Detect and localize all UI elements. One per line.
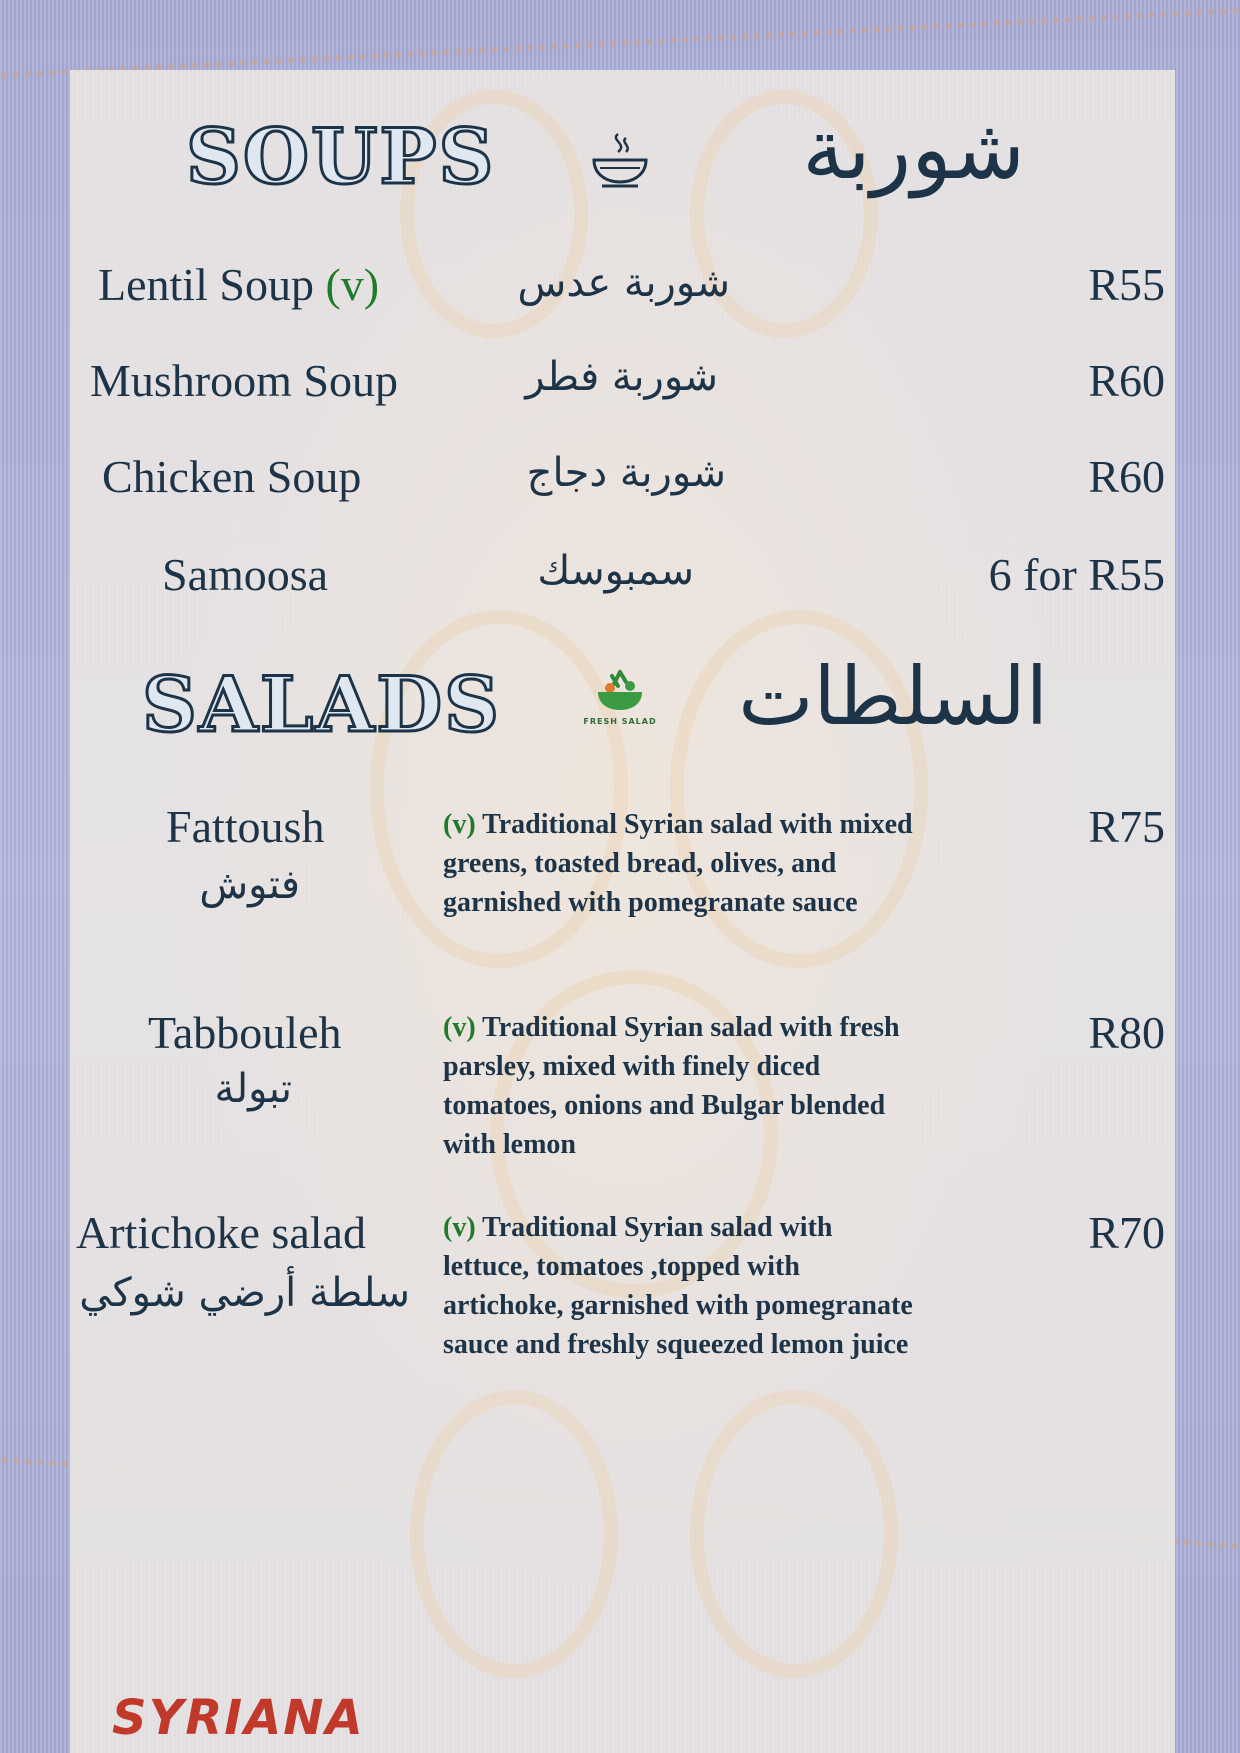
vegetarian-marker: (v) — [443, 809, 476, 840]
salad-bowl-icon — [580, 668, 660, 726]
soup-price: R60 — [1088, 451, 1165, 502]
soup-price: R55 — [1088, 259, 1165, 310]
soup-name-arabic: شوربة دجاج — [526, 450, 726, 496]
soup-name-arabic: شوربة فطر — [525, 354, 718, 400]
salad-price: R75 — [1088, 801, 1165, 852]
salad-description: (v) Traditional Syrian salad with mixed greens, toasted bread, olives, and garnished with pomegranate sauce — [443, 809, 913, 918]
salads-heading-arabic: السلطات — [738, 650, 1048, 743]
soup-name: Samoosa — [162, 549, 329, 600]
salad-name: Artichoke salad — [76, 1207, 366, 1258]
soup-price: R60 — [1088, 355, 1165, 406]
soup-name-arabic: سمبوسك — [537, 548, 694, 594]
soup-name: Lentil Soup (v) — [98, 259, 380, 310]
soup-name-arabic: شوربة عدس — [517, 260, 730, 306]
salads-heading: SALADS — [142, 660, 502, 749]
soup-name: Mushroom Soup — [90, 355, 398, 406]
vegetarian-marker: (v) — [443, 1212, 476, 1243]
salad-name-arabic: فتوش — [199, 862, 300, 908]
soup-name: Chicken Soup — [102, 451, 362, 502]
salad-name-arabic: تبولة — [214, 1066, 292, 1112]
soups-heading: SOUPS — [186, 112, 496, 201]
soups-heading-arabic: شوربة — [802, 100, 1025, 198]
soup-price: 6 for R55 — [988, 549, 1165, 600]
salad-name: Tabbouleh — [148, 1007, 342, 1058]
brand-logo: SYRIANA — [112, 1690, 365, 1746]
vegetarian-marker: (v) — [325, 259, 380, 310]
soup-bowl-icon — [588, 130, 652, 195]
salad-icon-caption: FRESH SALAD — [583, 717, 657, 726]
salad-name: Fattoush — [166, 801, 325, 852]
salad-description: (v) Traditional Syrian salad with lettuce, tomatoes ,topped with artichoke, garnished with pomegranate sauce and freshly squeezed lemon juice — [443, 1212, 913, 1360]
vegetarian-marker: (v) — [443, 1012, 476, 1043]
salad-name-arabic: سلطة أرضي شوكي — [79, 1270, 410, 1316]
salad-price: R80 — [1088, 1007, 1165, 1058]
salad-description: (v) Traditional Syrian salad with fresh parsley, mixed with finely diced tomatoes, onions and Bulgar blended with lemon — [443, 1012, 900, 1160]
salad-price: R70 — [1088, 1207, 1165, 1258]
